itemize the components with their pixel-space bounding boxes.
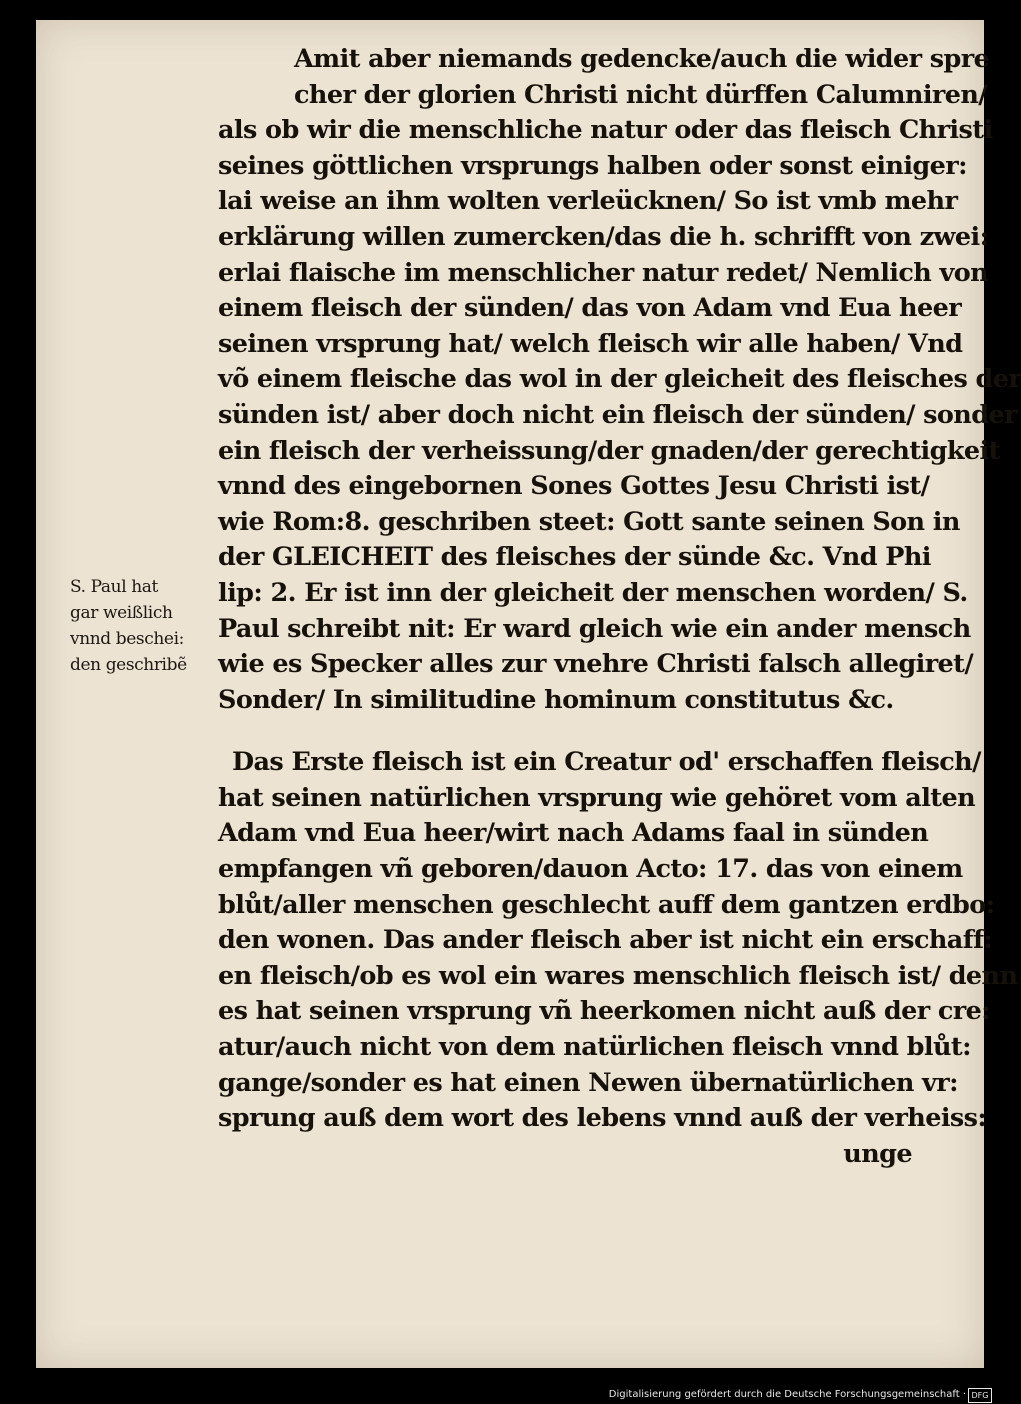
text-line: wie Rom:8. geschriben steet: Gott sante seinen Son in [218,506,960,537]
margin-note-line: gar weißlich [70,603,173,623]
margin-note [70,574,218,678]
text-line: den wonen. Das ander fleisch aber ist nicht ein erschaff: [218,925,993,956]
text-line: sprung auß dem wort des lebens vnnd auß der verheiss: [218,1103,987,1134]
text-line: atur/auch nicht von dem natürlichen fleisch vnnd blůt: [218,1032,971,1063]
text-line: hat seinen natürlichen vrsprung wie gehöret vom alten [218,782,976,813]
text-line: es hat seinen vrsprung vñ heerkomen nicht auß der cre: [218,996,991,1027]
main-text-block [218,42,1021,1172]
text-line: lai weise an ihm wolten verleücknen/ So ist vmb mehr [218,186,958,217]
dfg-logo: DFG [968,1388,992,1403]
text-line: Adam vnd Eua heer/wirt nach Adams faal in sünden [218,818,929,849]
text-line: seines göttlichen vrsprungs halben oder sonst einiger: [218,150,967,181]
margin-note-line: S. Paul hat [70,577,158,597]
margin-note-line: den geschribẽ [70,655,187,675]
text-line: Paul schreibt nit: Er ward gleich wie ein ander mensch [218,613,971,644]
text-line: seinen vrsprung hat/ welch fleisch wir alle haben/ Vnd [218,328,963,359]
text-line: cher der glorien Christi nicht dürffen Calumniren/ [294,79,988,110]
text-line: wie es Specker alles zur vnehre Christi falsch allegiret/ [218,649,974,680]
footer-credit: Digitalisierung gefördert durch die Deutsche Forschungsgemeinschaft · [608,1389,966,1400]
text-line: Amit aber niemands gedencke/auch die wider spre [294,44,990,74]
text-line: als ob wir die menschliche natur oder das fleisch Christi [218,115,993,146]
text-line: empfangen vñ geboren/dauon Acto: 17. das von einem [218,854,963,885]
text-line: gange/sonder es hat einen Newen übernatürlichen vr: [218,1067,958,1098]
catchword: unge [843,1138,912,1169]
text-line: blůt/aller menschen geschlecht auff dem gantzen erdbo: [218,889,995,920]
text-line: Das Erste fleisch ist ein Creatur od' erschaffen fleisch/ [232,747,981,778]
text-line: der GLEICHEIT des fleisches der sünde &c. Vnd Phi [218,542,931,573]
text-line: võ einem fleische das wol in der gleicheit des fleisches der [218,364,1021,395]
text-line: lip: 2. Er ist inn der gleicheit der menschen worden/ S. [218,577,968,608]
paragraph-gap [218,718,938,745]
text-line: erlai flaische im menschlicher natur redet/ Nemlich von [218,257,989,288]
text-line: sünden ist/ aber doch nicht ein fleisch der sünden/ sonder [218,399,1017,430]
margin-note-line: vnnd beschei: [70,629,184,649]
text-line: en fleisch/ob es wol ein wares menschlich fleisch ist/ denn [218,960,1018,991]
text-line: Sonder/ In similitudine hominum constitutus &c. [218,684,894,715]
text-line: erklärung willen zumercken/das die h. schrifft von zwei: [218,221,989,252]
text-line: ein fleisch der verheissung/der gnaden/der gerechtigkeit [218,435,1000,466]
text-line: einem fleisch der sünden/ das von Adam vnd Eua heer [218,293,962,324]
text-line: vnnd des eingebornen Sones Gottes Jesu Christi ist/ [218,471,930,502]
